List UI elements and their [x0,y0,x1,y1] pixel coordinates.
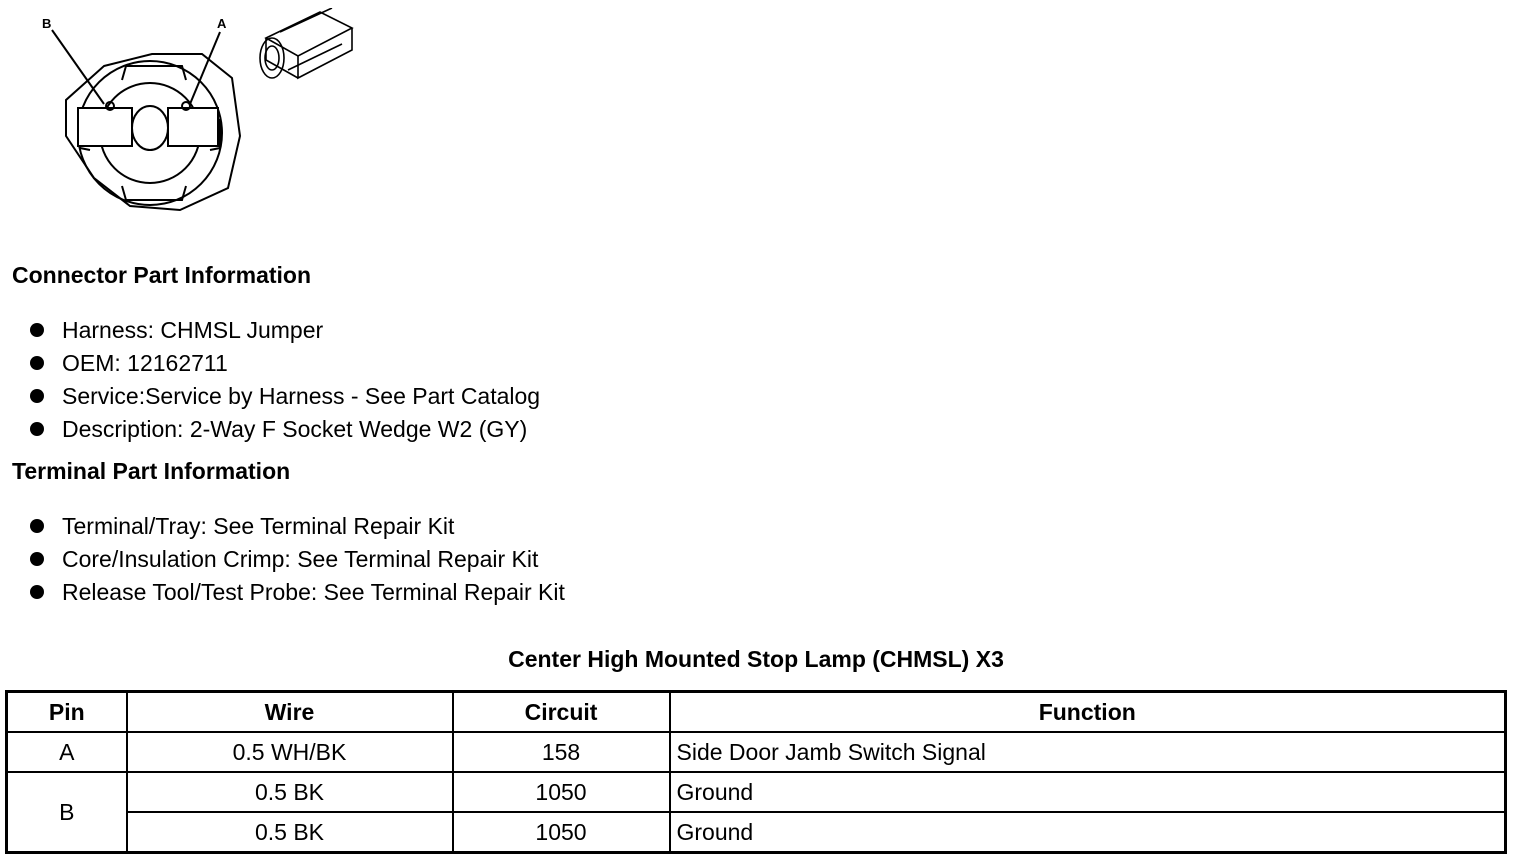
list-item [28,380,540,413]
connector-diagram [30,8,370,218]
column-header-circuit: Circuit [453,692,670,733]
list-item-text: Release Tool/Test Probe: See Terminal Repair Kit [62,579,565,605]
terminal-blade-b [78,108,132,146]
list-item [28,347,540,380]
list-item-text: Description: 2-Way F Socket Wedge W2 (GY) [62,416,528,442]
center-post [132,106,168,150]
cell-pin: B [7,772,127,853]
bullet-icon [30,585,44,599]
cell-function: Ground [670,772,1506,812]
bullet-icon [30,552,44,566]
pinout-table [5,690,1507,854]
list-item [28,413,540,446]
terminal-info-list [28,510,565,609]
table-row [7,812,1506,853]
bullet-icon [30,519,44,533]
column-header-pin: Pin [7,692,127,733]
locking-tab-top [122,66,186,80]
list-item [28,314,540,347]
bullet-icon [30,323,44,337]
terminal-section-title: Terminal Part Information [12,458,291,484]
cell-circuit: 1050 [453,772,670,812]
cell-circuit: 158 [453,732,670,772]
list-item-text: Harness: CHMSL Jumper [62,317,324,343]
cell-wire: 0.5 BK [127,772,453,812]
table-title: Center High Mounted Stop Lamp (CHMSL) X3 [508,646,1004,672]
leader-line-a [190,32,220,104]
list-item-text: OEM: 12162711 [62,350,228,376]
list-item [28,543,565,576]
list-item [28,576,565,609]
bullet-icon [30,356,44,370]
table-row [7,772,1506,812]
cell-wire: 0.5 WH/BK [127,732,453,772]
connector-section-title: Connector Part Information [12,262,312,288]
bullet-icon [30,422,44,436]
connector-info-list [28,314,540,446]
cell-function: Side Door Jamb Switch Signal [670,732,1506,772]
leader-line-b [52,30,104,104]
locking-tab-bottom [122,186,186,200]
cell-function: Ground [670,812,1506,853]
bullet-icon [30,389,44,403]
cell-circuit: 1050 [453,812,670,853]
pin-label-a: A [217,16,227,31]
cell-wire: 0.5 BK [127,812,453,853]
terminal-blade-a [168,108,218,146]
list-item-text: Service:Service by Harness - See Part Catalog [62,383,541,409]
list-item-text: Terminal/Tray: See Terminal Repair Kit [62,513,455,539]
pin-label-b: B [42,16,52,31]
list-item [28,510,565,543]
connector-perspective-view [260,8,352,78]
cell-pin: A [7,732,127,772]
table-header-row [7,692,1506,733]
list-item-text: Core/Insulation Crimp: See Terminal Repair Kit [62,546,539,572]
table-row [7,732,1506,772]
column-header-function: Function [670,692,1506,733]
column-header-wire: Wire [127,692,453,733]
